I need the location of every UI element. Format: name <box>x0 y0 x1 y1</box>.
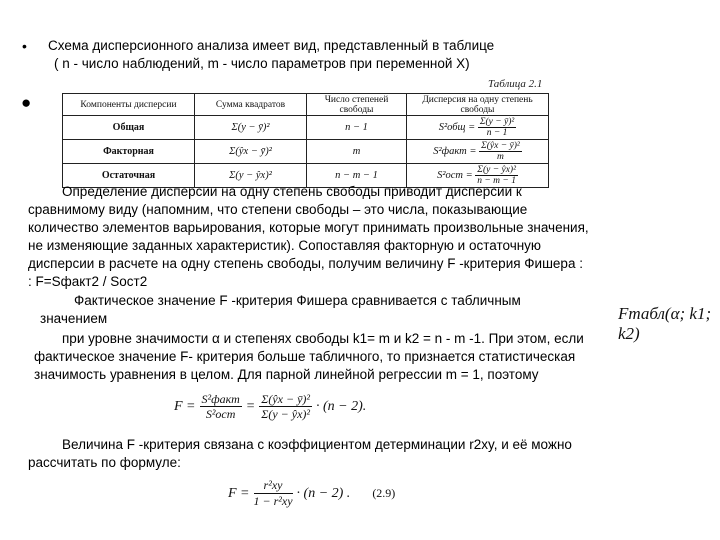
body-text-line: рассчитать по формуле: <box>28 455 181 470</box>
fraction-numerator: Σ(y − ŷx)² <box>477 165 516 175</box>
fraction-denominator: Σ(y − ŷx)² <box>261 407 310 421</box>
bullet-marker: ● <box>21 93 32 112</box>
sum-of-squares: Σ(y − ȳ)² <box>195 116 307 140</box>
fraction-denominator: m <box>496 152 504 162</box>
body-text-line: количество элементов варьирования, которые могут принимать произвольные значения, <box>28 220 589 235</box>
table-header-row <box>63 94 549 116</box>
fraction-numerator: r²xy <box>254 478 293 494</box>
table-caption: Таблица 2.1 <box>488 78 543 90</box>
formula-fraction <box>259 392 312 421</box>
table-header: Число степеней свободы <box>307 94 407 116</box>
body-text-line: сравнимому виду (напомним, что степени свободы – это числа, показывающие <box>28 202 528 217</box>
table-header: Сумма квадратов <box>195 94 307 116</box>
row-name: Общая <box>63 116 195 140</box>
body-text-line: при уровне значимости α и степенях свободы k1= m и k2 = n - m -1. При этом, если <box>62 331 584 346</box>
degrees-of-freedom: m <box>307 140 407 164</box>
table-header: Дисперсия на одну степень свободы <box>407 94 549 116</box>
body-text-line: Определение дисперсии на одну степень свободы приводит дисперсии к <box>62 184 522 199</box>
fraction-numerator: Σ(ŷx − ȳ)² <box>481 141 520 151</box>
fraction-denominator: S²ост <box>205 407 236 421</box>
formula-fraction <box>200 392 242 421</box>
formula-lhs: F = <box>228 485 250 501</box>
intro-line: Схема дисперсионного анализа имеет вид, представленный в таблице <box>48 38 495 53</box>
body-text-line: фактическое значение F- критерия больше табличного, то признается статистическая <box>34 349 576 364</box>
formula-equals: = <box>245 398 256 414</box>
body-text-line: Фактическое значение F -критерия Фишера сравнивается с табличным <box>74 293 521 308</box>
body-text-line: значимость уравнения в целом. Для парной линейной регрессии m = 1, поэтому <box>34 367 539 382</box>
sum-of-squares: Σ(y − ŷx)² <box>195 164 307 188</box>
f-table-formula: Fтабл(α; k1; k2) <box>618 304 712 343</box>
formula-lhs: F = <box>174 398 196 414</box>
fraction-denominator: n − m − 1 <box>477 176 516 186</box>
formula-tail: · (n − 2). <box>316 398 367 414</box>
variance-per-df <box>407 140 549 164</box>
equation-number: (2.9) <box>372 486 396 500</box>
body-text-line: : F=Sфакт2 / Sост2 <box>28 274 148 289</box>
formula-fraction <box>254 478 293 509</box>
degrees-of-freedom: n − 1 <box>307 116 407 140</box>
body-text-line: дисперсии в расчете на одну степень свободы, получим величину F -критерия Фишера : <box>28 256 583 271</box>
f-determination-formula <box>228 478 395 509</box>
row-name: Остаточная <box>63 164 195 188</box>
row-name: Факторная <box>63 140 195 164</box>
body-text-line: значением <box>40 311 108 326</box>
variance-fraction <box>479 141 522 162</box>
table-header: Компоненты дисперсии <box>63 94 195 116</box>
sum-of-squares: Σ(ŷx − ȳ)² <box>195 140 307 164</box>
variance-lhs: S²ост = <box>437 169 473 181</box>
variance-analysis-table <box>62 93 549 188</box>
formula-tail: · (n − 2) . <box>296 485 351 501</box>
variance-fraction <box>478 117 516 138</box>
fraction-numerator: Σ(y − ȳ)² <box>479 117 515 127</box>
degrees-of-freedom: n − m − 1 <box>307 164 407 188</box>
table-row <box>63 140 549 164</box>
fraction-numerator: Σ(ŷx − ȳ)² <box>261 392 310 406</box>
f-statistic-formula <box>174 392 366 421</box>
fraction-denominator: 1 − r²xy <box>253 494 293 508</box>
body-text-line: не изменяющие заданных характеристик). Сопоставляя факторную и остаточную <box>28 238 542 253</box>
variance-lhs: S²общ = <box>438 121 476 133</box>
table-row <box>63 116 549 140</box>
intro-line: ( n - число наблюдений, m - число параметров при переменной Х) <box>54 56 470 71</box>
variance-lhs: S²факт = <box>433 145 477 157</box>
fraction-numerator: S²факт <box>201 392 240 406</box>
fraction-denominator: n − 1 <box>486 128 508 138</box>
bullet-marker: • <box>22 38 27 54</box>
variance-per-df <box>407 116 549 140</box>
body-text-line: Величина F -критерия связана с коэффициентом детерминации r2xy, и её можно <box>62 437 572 452</box>
